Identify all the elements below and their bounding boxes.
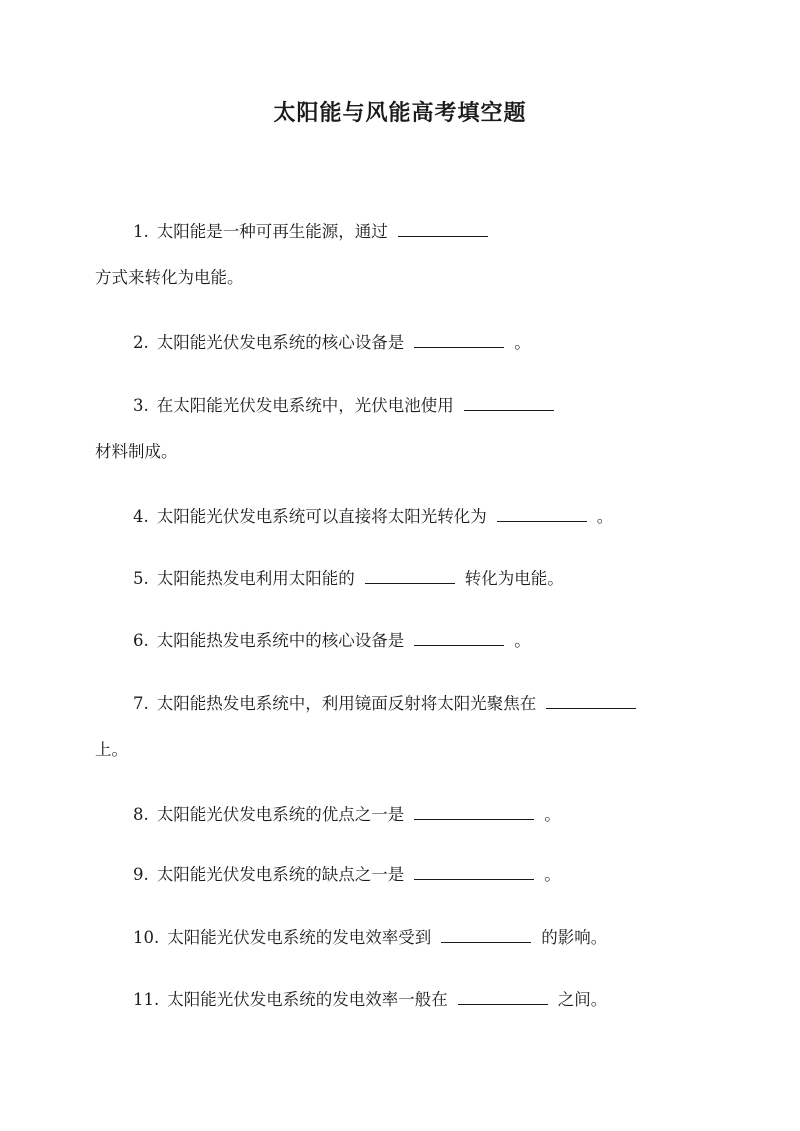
page-title: 太阳能与风能高考填空题 bbox=[273, 100, 527, 126]
question-3 bbox=[133, 392, 554, 418]
question-text: 太阳能光伏发电系统的核心设备是 bbox=[156, 333, 405, 352]
question-number: 6. bbox=[133, 631, 149, 650]
question-3-continuation: 材料制成。 bbox=[95, 442, 178, 461]
question-1 bbox=[133, 218, 488, 244]
question-number: 9. bbox=[133, 865, 149, 884]
question-text: 太阳能热发电系统中的核心设备是 bbox=[156, 631, 405, 650]
answer-blank[interactable] bbox=[414, 329, 504, 348]
answer-blank[interactable] bbox=[365, 565, 455, 584]
answer-blank[interactable] bbox=[398, 218, 488, 237]
question-2 bbox=[133, 329, 531, 355]
question-number: 3. bbox=[133, 396, 149, 415]
question-1-continuation: 方式来转化为电能。 bbox=[95, 268, 244, 287]
answer-blank[interactable] bbox=[458, 986, 548, 1005]
answer-blank[interactable] bbox=[464, 392, 554, 411]
question-number: 8. bbox=[133, 805, 149, 824]
question-text: 太阳能热发电利用太阳能的 bbox=[156, 569, 355, 588]
answer-blank[interactable] bbox=[441, 924, 531, 943]
question-8 bbox=[133, 801, 561, 827]
answer-blank[interactable] bbox=[414, 861, 534, 880]
question-number: 10. bbox=[133, 928, 160, 947]
question-text: 太阳能光伏发电系统的优点之一是 bbox=[156, 805, 405, 824]
question-7-continuation: 上。 bbox=[95, 740, 128, 759]
question-5 bbox=[133, 565, 564, 591]
question-text: 太阳能光伏发电系统可以直接将太阳光转化为 bbox=[156, 507, 487, 526]
question-4 bbox=[133, 503, 613, 529]
answer-blank[interactable] bbox=[546, 690, 636, 709]
question-11 bbox=[133, 986, 607, 1012]
question-text-after: 。 bbox=[514, 333, 531, 352]
question-text: 太阳能光伏发电系统的缺点之一是 bbox=[156, 865, 405, 884]
question-7 bbox=[133, 690, 636, 716]
question-number: 4. bbox=[133, 507, 149, 526]
question-9 bbox=[133, 861, 561, 887]
answer-blank[interactable] bbox=[414, 801, 534, 820]
question-number: 5. bbox=[133, 569, 149, 588]
question-number: 2. bbox=[133, 333, 149, 352]
question-number: 1. bbox=[133, 222, 149, 241]
question-text: 太阳能光伏发电系统的发电效率一般在 bbox=[167, 990, 448, 1009]
question-text: 在太阳能光伏发电系统中，光伏电池使用 bbox=[156, 396, 454, 415]
question-number: 7. bbox=[133, 694, 149, 713]
answer-blank[interactable] bbox=[497, 503, 587, 522]
answer-blank[interactable] bbox=[414, 627, 504, 646]
question-text: 太阳能光伏发电系统的发电效率受到 bbox=[167, 928, 432, 947]
question-text-after: 的影响。 bbox=[541, 928, 608, 947]
question-text-after: 之间。 bbox=[557, 990, 608, 1009]
question-text-after: 。 bbox=[544, 865, 561, 884]
question-6 bbox=[133, 627, 531, 653]
question-10 bbox=[133, 924, 607, 950]
question-number: 11. bbox=[133, 990, 160, 1009]
question-text: 太阳能热发电系统中，利用镜面反射将太阳光聚焦在 bbox=[156, 694, 537, 713]
question-text-after: 转化为电能。 bbox=[464, 569, 564, 588]
question-text-after: 。 bbox=[544, 805, 561, 824]
question-text: 太阳能是一种可再生能源，通过 bbox=[156, 222, 388, 241]
question-text-after: 。 bbox=[514, 631, 531, 650]
question-text-after: 。 bbox=[596, 507, 614, 526]
